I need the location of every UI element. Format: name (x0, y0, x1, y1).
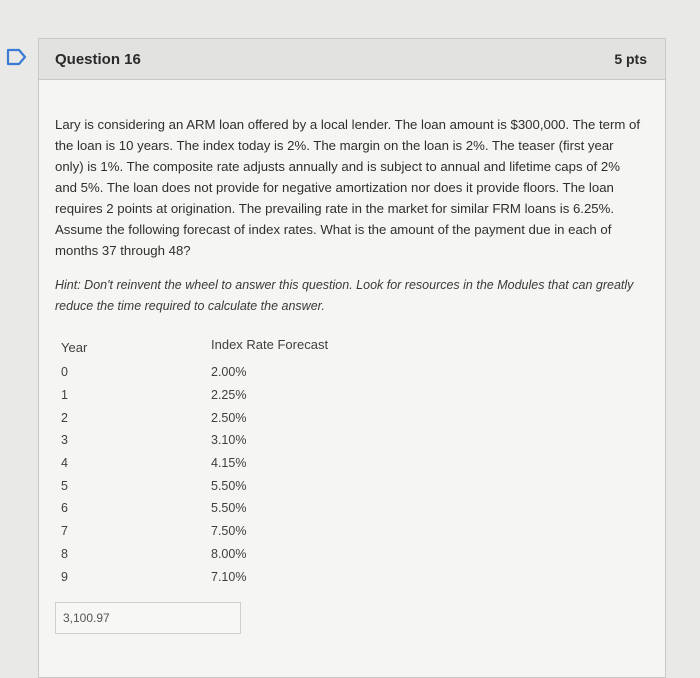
rate-cell: 5.50% (211, 478, 247, 493)
rate-cell: 4.15% (211, 456, 247, 471)
table-row (55, 429, 331, 452)
question-header (39, 39, 665, 80)
year-cell: 6 (61, 501, 68, 516)
table-header-row (55, 335, 331, 361)
question-card (38, 38, 666, 678)
year-cell: 8 (61, 546, 68, 561)
rate-cell: 5.50% (211, 501, 247, 516)
year-cell: 9 (61, 569, 68, 584)
rate-cell: 7.10% (211, 569, 247, 584)
question-body (39, 80, 665, 634)
table-row (55, 520, 331, 543)
table-row (55, 452, 331, 475)
table-row (55, 384, 331, 407)
column-header-index-rate: Index Rate Forecast (211, 337, 329, 352)
table-row (55, 361, 331, 384)
question-title: Question 16 (55, 50, 141, 68)
table-row (55, 406, 331, 429)
year-cell: 7 (61, 524, 68, 539)
rate-cell: 7.50% (211, 524, 247, 539)
index-rate-table (55, 335, 331, 588)
answer-input[interactable]: 3,100.97 (55, 602, 241, 634)
table-row (55, 543, 331, 566)
year-cell: 4 (61, 456, 68, 471)
year-cell: 2 (61, 410, 68, 425)
table-row (55, 565, 331, 588)
year-cell: 5 (61, 478, 68, 493)
table-row (55, 497, 331, 520)
question-text: Lary is considering an ARM loan offered by a local lender. The loan amount is $300,000. The term of the loan is 10 years. The index today is 2%. The margin on the loan is 2%. The teaser (first year only) is 1%. The composite rate adjusts annually and is subject to annual and lifetime caps of 2% and 5%. The loan does not provide for negative amortization nor does it provide floors. The loan requires 2 points at origination. The prevailing rate in the market for similar FRM loans is 6.25%. Assume the following forecast of index rates. What is the amount of the payment due in each of months 37 through 48? (55, 117, 641, 258)
rate-cell: 2.25% (211, 388, 247, 403)
year-cell: 0 (61, 365, 68, 380)
question-points: 5 pts (614, 51, 647, 67)
column-header-year: Year (61, 340, 88, 355)
table-row (55, 474, 331, 497)
year-cell: 3 (61, 433, 68, 448)
year-cell: 1 (61, 388, 68, 403)
rate-cell: 8.00% (211, 546, 247, 561)
bookmark-flag-icon[interactable] (6, 48, 28, 66)
rate-cell: 2.00% (211, 365, 247, 380)
rate-cell: 2.50% (211, 410, 247, 425)
rate-cell: 3.10% (211, 433, 247, 448)
question-hint: Hint: Don't reinvent the wheel to answer this question. Look for resources in the Modules that can greatly reduce the time required to calculate the answer. (55, 278, 634, 313)
